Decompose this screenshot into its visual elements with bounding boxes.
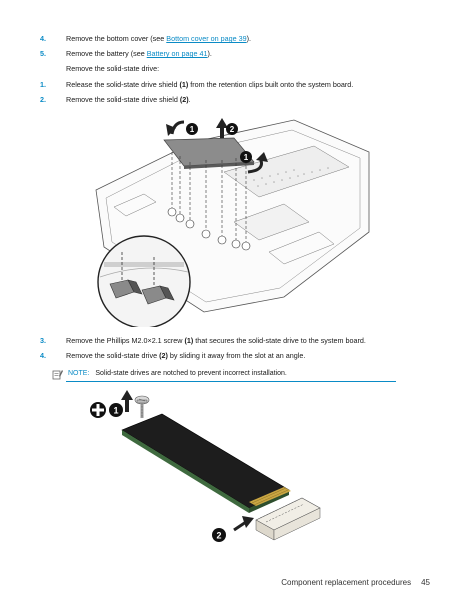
page-number: 45 (421, 578, 430, 587)
step-number: 1. (40, 80, 46, 89)
svg-text:1: 1 (243, 153, 249, 162)
step-number: 2. (40, 95, 46, 104)
screw-icon (135, 396, 149, 418)
step-text-end: from the retention clips built onto the system board. (188, 80, 354, 89)
callout-2 (212, 528, 226, 542)
note-box (66, 368, 396, 382)
callout-ref: (1) (184, 336, 194, 345)
step-4-remove-bottom-cover (40, 34, 251, 43)
step-text: Remove the Phillips M2.0×2.1 screw (66, 336, 185, 345)
step-text: Release the solid-state drive shield (66, 80, 180, 89)
svg-text:1: 1 (189, 125, 195, 134)
step-text: Remove the solid-state drive (66, 351, 160, 360)
step-2-remove-shield (40, 95, 191, 104)
svg-text:2: 2 (229, 125, 235, 134)
bottom-cover-link[interactable]: Bottom cover on page 39 (166, 34, 247, 43)
phillips-screwdriver-icon (90, 402, 106, 418)
step-text-end: ). (207, 49, 212, 58)
callout-2 (226, 123, 238, 135)
step-text-end: by sliding it away from the slot at an angle. (167, 351, 306, 360)
step-text-end: ). (246, 34, 251, 43)
step-number: 5. (40, 49, 46, 58)
section-intro: Remove the solid-state drive: (66, 64, 160, 73)
step-text: Remove the battery (see (66, 49, 147, 58)
step-5-remove-battery (40, 49, 212, 58)
svg-text:1: 1 (113, 405, 119, 416)
battery-link[interactable]: Battery on page 41 (146, 49, 208, 58)
svg-text:2: 2 (216, 530, 222, 541)
step-4-remove-ssd (40, 351, 306, 360)
callout-1 (109, 403, 123, 417)
page-footer (281, 578, 430, 587)
callout-ref: (2) (179, 95, 189, 104)
step-text-end: that secures the solid-state drive to the system board. (193, 336, 366, 345)
callout-ref: (1) (179, 80, 189, 89)
callout-1-left (186, 123, 198, 135)
note-text: Solid-state drives are notched to prevent incorrect installation. (95, 370, 287, 377)
shield-removal-illustration (84, 112, 374, 327)
step-text: Remove the bottom cover (see (66, 34, 167, 43)
callout-ref: (2) (159, 351, 168, 360)
step-text-end: . (188, 95, 191, 104)
step-1-release-shield (40, 80, 354, 89)
step-text: Remove the solid-state drive shield (66, 95, 180, 104)
callout-1-right (240, 151, 252, 163)
ssd-removal-illustration (84, 390, 354, 560)
footer-section-title: Component replacement procedures (281, 578, 412, 587)
note-label: NOTE: (68, 370, 90, 377)
step-number: 4. (40, 351, 46, 360)
step-number: 4. (40, 34, 46, 43)
step-3-remove-screw (40, 336, 366, 345)
note-icon (52, 369, 63, 380)
step-number: 3. (40, 336, 46, 345)
